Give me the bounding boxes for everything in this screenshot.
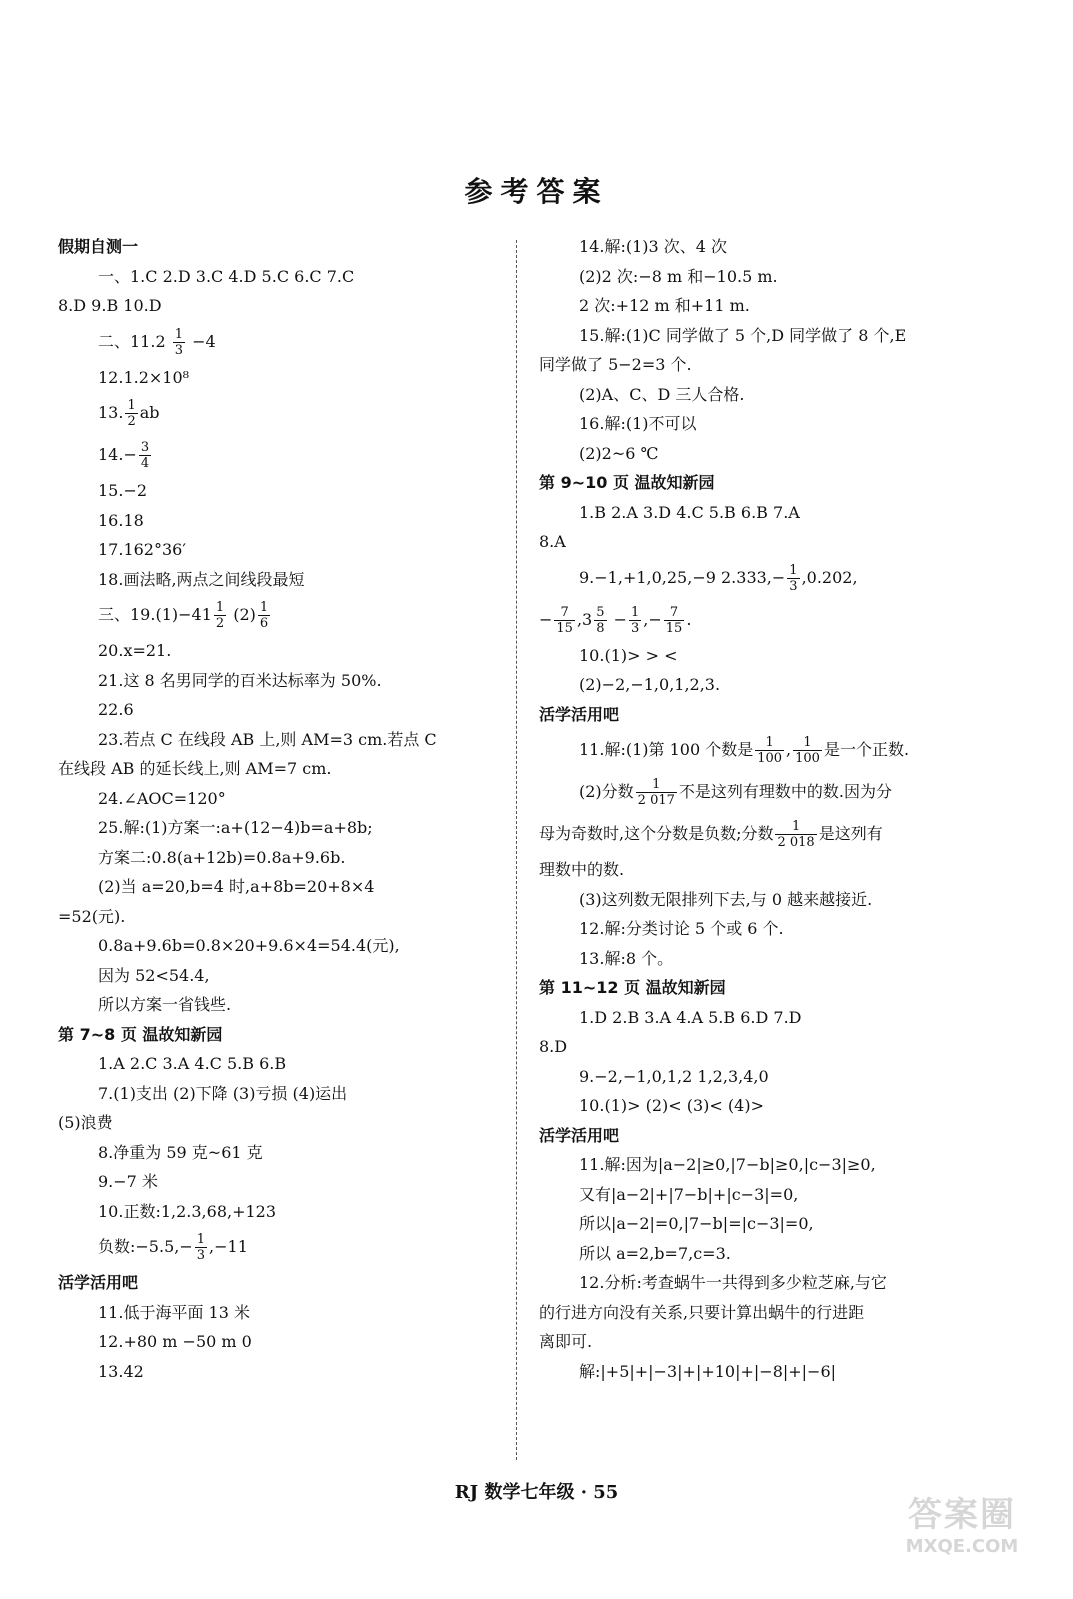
- answer-line: 15.−2: [98, 481, 148, 500]
- answer-line: 1.D 2.B 3.A 4.A 5.B 6.D 7.D: [579, 1007, 802, 1027]
- fraction: [195, 1232, 207, 1263]
- numerator: 7: [664, 605, 685, 621]
- answer-line: [58, 594, 498, 636]
- answer-line: 所以|a−2|=0,|7−b|=|c−3|=0,: [579, 1214, 814, 1233]
- answer-line: 在线段 AB 的延长线上,则 AM=7 cm.: [58, 759, 332, 778]
- denominator: 3: [631, 620, 640, 636]
- answer-line: 8.D 9.B 10.D: [58, 296, 162, 315]
- denominator: 2 018: [777, 835, 815, 850]
- numerator: 1: [789, 562, 798, 578]
- answer-text: (2)分数: [579, 782, 634, 801]
- answer-text: 负数:−5.5,−: [98, 1237, 193, 1256]
- answer-line: [539, 729, 989, 771]
- answer-text: 14.−: [98, 445, 137, 464]
- answer-line: 10.(1)> > <: [579, 645, 678, 665]
- answer-line: 9.−7 米: [98, 1172, 158, 1191]
- answer-text: 9.−1,+1,0,25,−9 2.333,−: [579, 567, 786, 587]
- answer-line: 11.解:因为|a−2|≥0,|7−b|≥0,|c−3|≥0,: [579, 1155, 876, 1174]
- answer-line: 23.若点 C 在线段 AB 上,则 AM=3 cm.若点 C: [98, 729, 437, 749]
- answer-text: (2): [228, 605, 256, 624]
- answer-line: 10.(1)> (2)< (3)< (4)>: [579, 1096, 764, 1115]
- answer-line: 24.∠AOC=120°: [98, 788, 226, 808]
- numerator: 1: [775, 819, 816, 835]
- answer-text: 三、19.(1)−41: [98, 605, 212, 624]
- answer-line: 又有|a−2|+|7−b|+|c−3|=0,: [579, 1184, 799, 1204]
- answer-line: 12.1.2×10⁸: [98, 367, 190, 387]
- denominator: 4: [140, 456, 150, 471]
- denominator: 15: [665, 620, 683, 636]
- answer-line: 所以方案一省钱些.: [98, 995, 232, 1014]
- numerator: 3: [140, 440, 150, 455]
- section-heading: 活学活用吧: [539, 704, 620, 724]
- watermark-url: MXQE.COM: [905, 1536, 1019, 1557]
- answer-text: .: [686, 609, 692, 629]
- answer-text: 11.解:(1)第 100 个数是: [579, 740, 754, 759]
- numerator: 1: [215, 600, 225, 615]
- answer-line: 解:|+5|+|−3|+|+10|+|−8|+|−6|: [579, 1361, 837, 1381]
- numerator: 1: [631, 604, 640, 620]
- answer-line: 20.x=21.: [98, 641, 172, 660]
- answer-line: [58, 392, 498, 434]
- answer-line: 9.−2,−1,0,1,2 1,2,3,4,0: [579, 1066, 769, 1086]
- answer-text: 母为奇数时,这个分数是负数;分数: [539, 824, 774, 843]
- denominator: 100: [757, 751, 783, 766]
- watermark-logo: [887, 1487, 1037, 1577]
- answer-line: 的行进方向没有关系,只要计算出蜗牛的行进距: [539, 1302, 865, 1322]
- answer-line: 8.净重为 59 克~61 克: [98, 1142, 263, 1162]
- answer-line: 0.8a+9.6b=0.8×20+9.6×4=54.4(元),: [98, 936, 400, 955]
- answer-line: (2)2~6 ℃: [579, 443, 659, 463]
- answer-text: ,: [786, 740, 792, 759]
- answer-line: (3)这列数无限排列下去,与 0 越来越接近.: [579, 889, 873, 909]
- fraction: [664, 605, 685, 636]
- section-heading: 假期自测一: [58, 237, 139, 256]
- numerator: 7: [554, 605, 575, 621]
- answer-text: 是一个正数.: [823, 740, 910, 759]
- answer-line: 22.6: [98, 700, 134, 719]
- answer-text: 二、11.2: [98, 331, 166, 351]
- denominator: 3: [789, 578, 798, 594]
- answer-text: ,−11: [209, 1237, 248, 1256]
- answer-line: 所以 a=2,b=7,c=3.: [579, 1243, 731, 1263]
- denominator: 8: [596, 620, 605, 636]
- denominator: 6: [259, 616, 269, 631]
- answer-line: 8.D: [539, 1037, 568, 1056]
- numerator: 1: [196, 1232, 206, 1247]
- section-heading: 第 7~8 页 温故知新园: [58, 1024, 223, 1044]
- denominator: 2: [215, 616, 225, 631]
- answer-line: 12.分析:考查蜗牛一共得到多少粒芝麻,与它: [579, 1273, 887, 1292]
- answer-line: 8.A: [539, 532, 566, 551]
- denominator: 100: [795, 751, 820, 766]
- answer-line: 25.解:(1)方案一:a+(12−4)b=a+8b;: [98, 818, 373, 837]
- fraction: [793, 735, 822, 766]
- fraction: [775, 819, 816, 850]
- answer-text: 是这列有: [818, 824, 883, 843]
- answer-text: ab: [139, 403, 160, 422]
- answer-line: 17.162°36′: [98, 540, 186, 559]
- answer-text: ,−: [643, 609, 662, 629]
- answer-line: (2)当 a=20,b=4 时,a+8b=20+8×4: [98, 877, 375, 896]
- fraction: [629, 605, 641, 636]
- answer-line: [539, 557, 989, 599]
- fraction: [173, 327, 185, 358]
- answer-line: 7.(1)支出 (2)下降 (3)亏损 (4)运出: [98, 1083, 348, 1103]
- answer-line: 13.42: [98, 1361, 144, 1381]
- answer-line: 方案二:0.8(a+12b)=0.8a+9.6b.: [98, 847, 346, 867]
- answer-line: 13.解:8 个。: [579, 948, 674, 968]
- column-divider: [516, 240, 517, 1460]
- answer-text: 13.: [98, 403, 124, 422]
- answer-line: 15.解:(1)C 同学做了 5 个,D 同学做了 8 个,E: [579, 325, 907, 345]
- answer-line: [539, 599, 989, 641]
- answer-line: [58, 321, 498, 363]
- fraction: [787, 563, 799, 594]
- answer-line: =52(元).: [58, 906, 126, 926]
- section-heading: 活学活用吧: [58, 1273, 139, 1292]
- answer-line: 12.解:分类讨论 5 个或 6 个.: [579, 919, 784, 938]
- section-heading: 活学活用吧: [539, 1125, 620, 1145]
- numerator: 1: [127, 398, 136, 413]
- watermark-text: 答案圈: [908, 1495, 1016, 1535]
- answer-text: −: [608, 609, 627, 629]
- denominator: 3: [174, 342, 184, 358]
- section-heading: 第 9~10 页 温故知新园: [539, 473, 715, 492]
- answer-line: 10.正数:1,2.3,68,+123: [98, 1201, 277, 1221]
- numerator: 1: [793, 735, 822, 751]
- answer-text: −4: [192, 331, 216, 351]
- answer-line: [58, 434, 498, 476]
- numerator: 1: [174, 326, 184, 342]
- answer-line: (2)2 次:−8 m 和−10.5 m.: [579, 266, 778, 286]
- answer-line: 一、1.C 2.D 3.C 4.D 5.C 6.C 7.C: [98, 266, 355, 286]
- answer-line: 2 次:+12 m 和+11 m.: [579, 296, 750, 315]
- fraction: [755, 735, 784, 766]
- answer-text: −: [539, 609, 553, 629]
- answer-line: 同学做了 5−2=3 个.: [539, 355, 692, 374]
- numerator: 1: [636, 777, 677, 793]
- numerator: 1: [755, 735, 784, 751]
- fraction: [594, 605, 606, 636]
- fraction: [554, 605, 575, 636]
- answer-line: (2)A、C、D 三人合格.: [579, 384, 745, 404]
- answer-line: [539, 813, 989, 855]
- fraction: [258, 600, 270, 631]
- answer-line: 21.这 8 名男同学的百米达标率为 50%.: [98, 670, 382, 690]
- answer-text: ,3: [576, 609, 593, 629]
- right-column: [539, 232, 989, 1386]
- page-title: 参考答案: [464, 175, 609, 208]
- denominator: 2 017: [637, 793, 675, 808]
- answer-line: [58, 1226, 498, 1268]
- fraction: [125, 398, 137, 429]
- fraction: [636, 777, 677, 808]
- answer-line: 18.画法略,两点之间线段最短: [98, 569, 305, 589]
- answer-line: 16.18: [98, 510, 144, 530]
- answer-line: (2)−2,−1,0,1,2,3.: [579, 675, 721, 694]
- answer-line: 14.解:(1)3 次、4 次: [579, 237, 728, 256]
- left-column: [58, 232, 498, 1386]
- answer-text: ,0.202,: [801, 567, 858, 587]
- fraction: [214, 600, 226, 631]
- answer-line: 1.B 2.A 3.D 4.C 5.B 6.B 7.A: [579, 502, 800, 522]
- numerator: 5: [596, 604, 605, 620]
- answer-line: 16.解:(1)不可以: [579, 414, 697, 433]
- answer-line: 因为 52<54.4,: [98, 965, 210, 985]
- numerator: 1: [259, 600, 269, 615]
- answer-line: 理数中的数.: [539, 860, 625, 879]
- answer-line: 离即可.: [539, 1332, 593, 1351]
- section-heading: 第 11~12 页 温故知新园: [539, 978, 726, 997]
- answer-line: [539, 771, 989, 813]
- denominator: 3: [196, 1248, 206, 1263]
- denominator: 15: [556, 620, 573, 636]
- answer-line: (5)浪费: [58, 1113, 113, 1132]
- answer-text: 不是这列有理数中的数.因为分: [678, 782, 892, 801]
- answer-line: 11.低于海平面 13 米: [98, 1302, 250, 1322]
- answer-line: 12.+80 m −50 m 0: [98, 1332, 252, 1351]
- page-footer: RJ 数学七年级 · 55: [454, 1482, 619, 1503]
- answer-line: 1.A 2.C 3.A 4.C 5.B 6.B: [98, 1054, 287, 1073]
- fraction: [139, 440, 151, 471]
- denominator: 2: [127, 414, 136, 429]
